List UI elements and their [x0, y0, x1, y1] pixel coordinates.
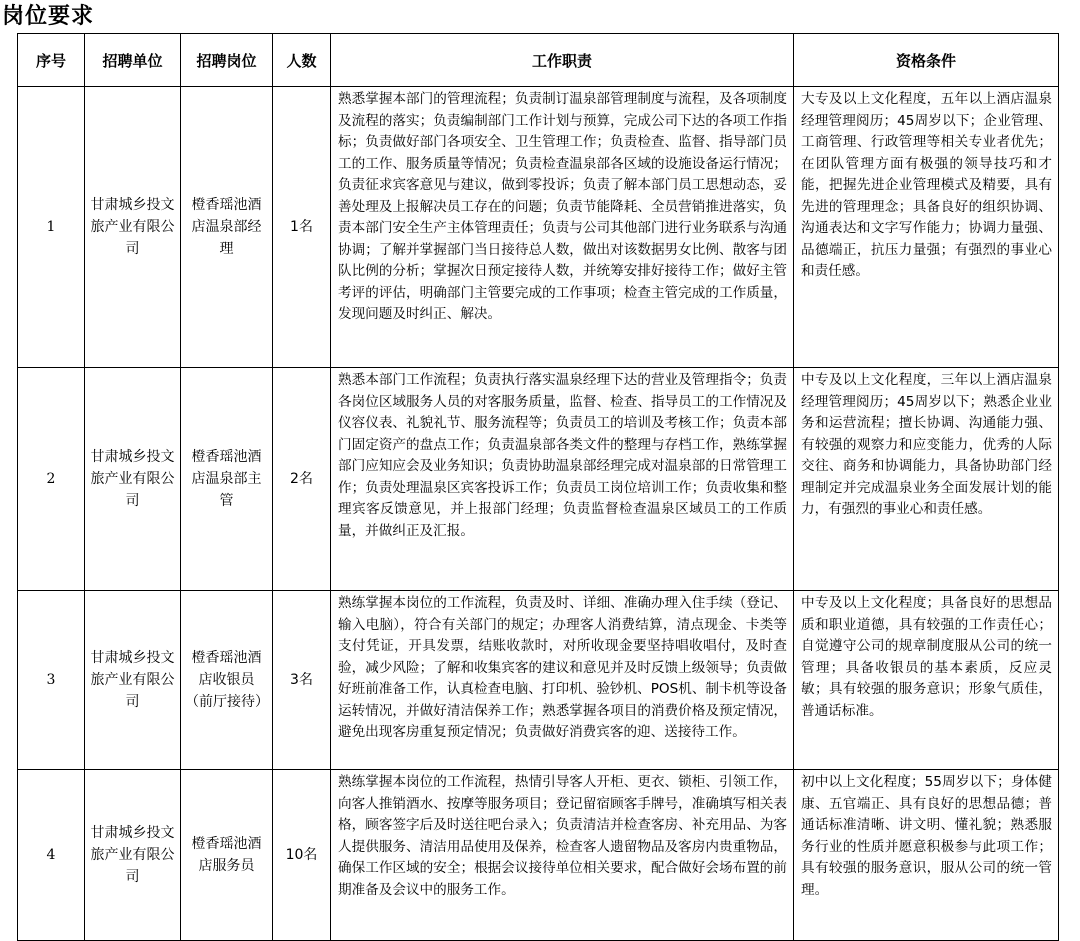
row-count: 10名	[273, 770, 331, 941]
row-duties: 熟练掌握本岗位的工作流程，负责及时、详细、准确办理入住手续（登记、输入电脑），符合有关部门的规定；办理客人消费结算，清点现金、卡类等支付凭证，开具发票，结账收款时，对所收现金要坚持唱收唱付，及时查验，减少风险；了解和收集宾客的建议和意见并及时反馈上级领导；负责做好班前准备工作，认真检查电脑、打印机、验钞机、POS机、制卡机等设备运转情况，并做好清洁保养工作；熟悉掌握各项目的消费价格及预定情况，避免出现客房重复预定情况；负责做好消费宾客的迎、送接待工作。	[331, 591, 794, 770]
row-duties: 熟练掌握本岗位的工作流程，热情引导客人开柜、更衣、锁柜、引领工作，向客人推销酒水、按摩等服务项目；登记留宿顾客手牌号，准确填写相关表格，顾客签字后及时送往吧台录入；负责清洁并检查客房、补充用品、为客人提供服务、清洁用品使用及保养，检查客人遗留物品及客房内贵重物品，确保工作区域的安全；根据会议接待单位相关要求，配合做好会场布置的前期准备及会议中的服务工作。	[331, 770, 794, 941]
row-qualifications: 中专及以上文化程度；具备良好的思想品质和职业道德，具有较强的工作责任心；自觉遵守公司的规章制度服从公司的统一管理；具备收银员的基本素质，反应灵敏；具有较强的服务意识；形象气质佳，普通话标准。	[794, 591, 1059, 770]
row-position: 橙香瑶池酒店服务员	[181, 770, 273, 941]
row-count: 2名	[273, 368, 331, 591]
page-title: 岗位要求	[2, 4, 95, 29]
row-index: 2	[18, 368, 85, 591]
table-row	[18, 770, 1059, 941]
row-duties: 熟悉掌握本部门的管理流程；负责制订温泉部管理制度与流程，及各项制度及流程的落实；负责编制部门工作计划与预算，完成公司下达的各项工作指标；负责做好部门各项安全、卫生管理工作；负责检查、监督、指导部门员工的工作、服务质量等情况；负责检查温泉部各区域的设施设备运行情况；负责征求宾客意见与建议，做到零投诉；负责了解本部门员工思想动态，妥善处理及上报解决员工存在的问题；负责节能降耗、全员营销推进落实，负责本部门安全生产主体管理责任；负责与公司其他部门进行业务联系与沟通协调；了解并掌握部门当日接待总人数，做出对该数据男女比例、散客与团队比例的分析；掌握次日预定接待人数，并统筹安排好接待工作；做好主管考评的评估，明确部门主管要完成的工作事项；检查主管完成的工作质量，发现问题及时纠正、解决。	[331, 87, 794, 368]
header-index: 序号	[18, 34, 85, 87]
header-qualifications: 资格条件	[794, 34, 1059, 87]
header-unit: 招聘单位	[85, 34, 181, 87]
row-qualifications: 大专及以上文化程度，五年以上酒店温泉经理管理阅历；45周岁以下；企业管理、工商管理、行政管理等相关专业者优先；在团队管理方面有极强的领导技巧和才能，把握先进企业管理模式及精要，具有先进的管理理念；具备良好的组织协调、沟通表达和文字写作能力；协调力量强、品德端正，抗压力量强；有强烈的事业心和责任感。	[794, 87, 1059, 368]
row-position: 橙香瑶池酒店收银员（前厅接待）	[181, 591, 273, 770]
table-header-row	[18, 34, 1059, 87]
header-position: 招聘岗位	[181, 34, 273, 87]
job-requirements-table	[17, 33, 1059, 941]
row-qualifications: 中专及以上文化程度，三年以上酒店温泉经理管理阅历；45周岁以下；熟悉企业业务和运营流程；擅长协调、沟通能力强、有较强的观察力和应变能力，优秀的人际交往、商务和协调能力，具备协助部门经理制定并完成温泉业务全面发展计划的能力，有强烈的事业心和责任感。	[794, 368, 1059, 591]
table-row	[18, 368, 1059, 591]
row-duties: 熟悉本部门工作流程；负责执行落实温泉经理下达的营业及管理指令；负责各岗位区域服务人员的对客服务质量，监督、检查、指导员工的工作情况及仪容仪表、礼貌礼节、服务流程等；负责员工的培训及考核工作；负责本部门固定资产的盘点工作；负责温泉部各类文件的整理与存档工作，熟练掌握部门应知应会及业务知识；负责协助温泉部经理完成对温泉部的日常管理工作；负责处理温泉区宾客投诉工作；负责员工岗位培训工作；负责收集和整理宾客反馈意见，并上报部门经理；负责监督检查温泉区域员工的工作质量，并做纠正及汇报。	[331, 368, 794, 591]
row-unit: 甘肃城乡投文旅产业有限公司	[85, 87, 181, 368]
row-index: 4	[18, 770, 85, 941]
row-position: 橙香瑶池酒店温泉部主管	[181, 368, 273, 591]
row-index: 3	[18, 591, 85, 770]
row-count: 1名	[273, 87, 331, 368]
row-count: 3名	[273, 591, 331, 770]
table-row	[18, 591, 1059, 770]
row-position: 橙香瑶池酒店温泉部经理	[181, 87, 273, 368]
row-index: 1	[18, 87, 85, 368]
table-row	[18, 87, 1059, 368]
row-qualifications: 初中以上文化程度；55周岁以下；身体健康、五官端正、具有良好的思想品德；普通话标准清晰、讲文明、懂礼貌；熟悉服务行业的性质并愿意积极参与此项工作；具有较强的服务意识，服从公司的统一管理。	[794, 770, 1059, 941]
header-count: 人数	[273, 34, 331, 87]
row-unit: 甘肃城乡投文旅产业有限公司	[85, 368, 181, 591]
header-duties: 工作职责	[331, 34, 794, 87]
row-unit: 甘肃城乡投文旅产业有限公司	[85, 770, 181, 941]
row-unit: 甘肃城乡投文旅产业有限公司	[85, 591, 181, 770]
